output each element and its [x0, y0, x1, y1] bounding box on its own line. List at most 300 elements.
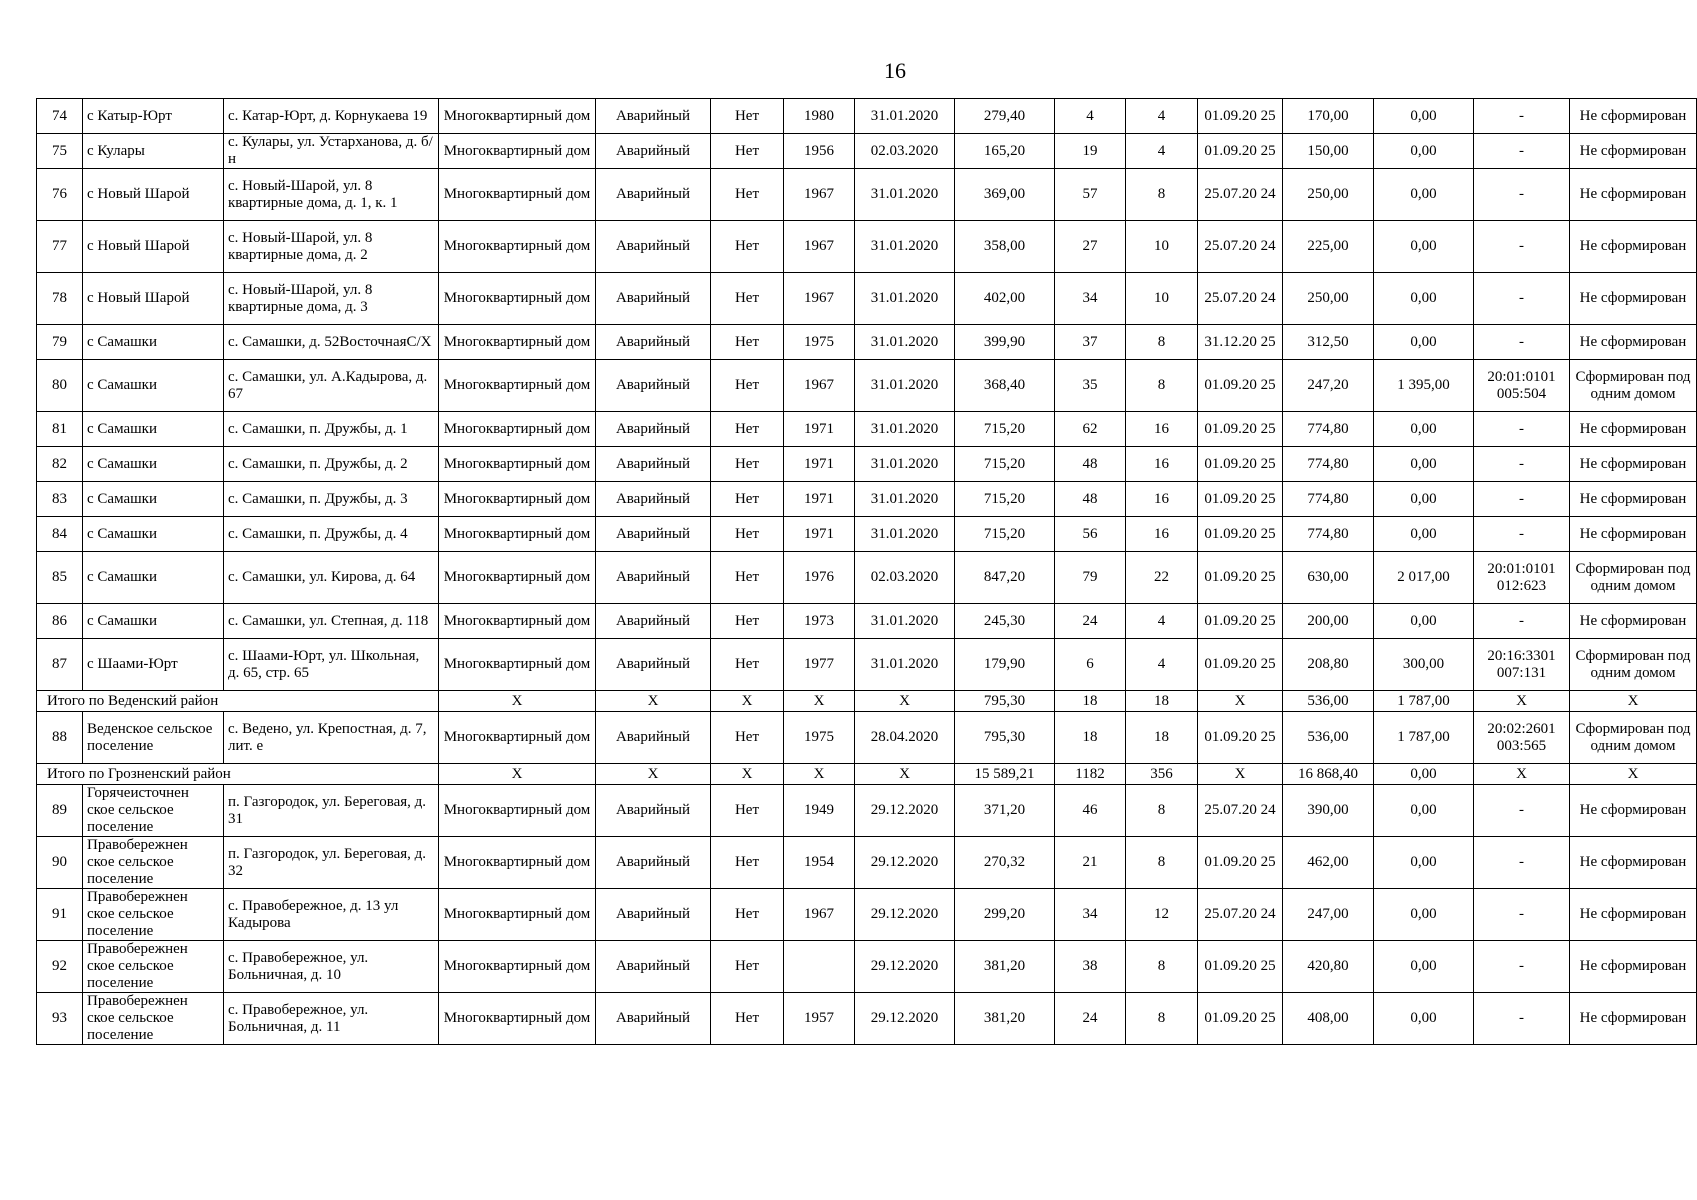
year-built-cell: 1967	[784, 889, 855, 941]
apartments-cell: 4	[1126, 99, 1198, 134]
table-row	[37, 99, 1697, 134]
row-number: 90	[37, 837, 83, 889]
address-cell: с. Правобережное, ул. Больничная, д. 10	[224, 941, 439, 993]
resettlement-area-cell: 462,00	[1283, 837, 1374, 889]
resettlement-area-cell: 170,00	[1283, 99, 1374, 134]
deadline-cell: 01.09.20 25	[1198, 712, 1283, 764]
year-built-cell: 1971	[784, 447, 855, 482]
table-row	[37, 639, 1697, 691]
settlement-cell: Правобережнен ское сельское поселение	[83, 837, 224, 889]
deadline-cell: 01.09.20 25	[1198, 993, 1283, 1045]
flag-cell: Нет	[711, 169, 784, 221]
apartments-cell: 10	[1126, 221, 1198, 273]
land-area-cell: 1 787,00	[1374, 691, 1474, 712]
row-number: 85	[37, 552, 83, 604]
building-type-cell: X	[439, 691, 596, 712]
recognition-date-cell: 29.12.2020	[855, 941, 955, 993]
building-type-cell: Многоквартирный дом	[439, 482, 596, 517]
building-type-cell: Многоквартирный дом	[439, 639, 596, 691]
flag-cell: Нет	[711, 447, 784, 482]
row-number: 77	[37, 221, 83, 273]
building-type-cell: Многоквартирный дом	[439, 552, 596, 604]
area-cell: 715,20	[955, 447, 1055, 482]
table-row	[37, 889, 1697, 941]
deadline-cell: 01.09.20 25	[1198, 360, 1283, 412]
apartments-cell: 4	[1126, 639, 1198, 691]
table-row	[37, 169, 1697, 221]
apartments-cell: 16	[1126, 482, 1198, 517]
year-built-cell: 1973	[784, 604, 855, 639]
cadastral-number-cell: -	[1474, 785, 1570, 837]
row-number: 78	[37, 273, 83, 325]
flag-cell: Нет	[711, 134, 784, 169]
resettlement-area-cell: 774,80	[1283, 447, 1374, 482]
address-cell: с. Правобережное, ул. Больничная, д. 11	[224, 993, 439, 1045]
recognition-date-cell: 31.01.2020	[855, 360, 955, 412]
land-area-cell: 0,00	[1374, 993, 1474, 1045]
address-cell: с. Новый-Шарой, ул. 8 квартирные дома, д. 2	[224, 221, 439, 273]
deadline-cell: 01.09.20 25	[1198, 517, 1283, 552]
cadastral-number-cell: -	[1474, 993, 1570, 1045]
residents-cell: 48	[1055, 482, 1126, 517]
residents-cell: 34	[1055, 273, 1126, 325]
year-built-cell: 1967	[784, 169, 855, 221]
deadline-cell: 25.07.20 24	[1198, 785, 1283, 837]
area-cell: 299,20	[955, 889, 1055, 941]
settlement-cell: с Катыр-Юрт	[83, 99, 224, 134]
residents-cell: 18	[1055, 712, 1126, 764]
table-row	[37, 221, 1697, 273]
recognition-date-cell: 31.01.2020	[855, 273, 955, 325]
resettlement-area-cell: 536,00	[1283, 712, 1374, 764]
building-type-cell: Многоквартирный дом	[439, 712, 596, 764]
condition-cell: Аварийный	[596, 134, 711, 169]
residents-cell: 27	[1055, 221, 1126, 273]
address-cell: с. Самашки, ул. Степная, д. 118	[224, 604, 439, 639]
flag-cell: Нет	[711, 99, 784, 134]
resettlement-area-cell: 536,00	[1283, 691, 1374, 712]
flag-cell: Нет	[711, 221, 784, 273]
settlement-cell: с Самашки	[83, 447, 224, 482]
flag-cell: Нет	[711, 889, 784, 941]
cadastral-number-cell: 20:02:2601 003:565	[1474, 712, 1570, 764]
residents-cell: 38	[1055, 941, 1126, 993]
building-type-cell: Многоквартирный дом	[439, 134, 596, 169]
cadastral-number-cell: -	[1474, 169, 1570, 221]
flag-cell: Нет	[711, 360, 784, 412]
recognition-date-cell: 29.12.2020	[855, 785, 955, 837]
land-status-cell: Сформирован под одним домом	[1570, 639, 1697, 691]
row-number: 89	[37, 785, 83, 837]
page-number: 16	[884, 58, 906, 83]
land-area-cell: 0,00	[1374, 273, 1474, 325]
address-cell: с. Правобережное, д. 13 ул Кадырова	[224, 889, 439, 941]
cadastral-number-cell: -	[1474, 482, 1570, 517]
land-area-cell: 0,00	[1374, 764, 1474, 785]
building-type-cell: Многоквартирный дом	[439, 941, 596, 993]
flag-cell: Нет	[711, 552, 784, 604]
land-status-cell: Не сформирован	[1570, 482, 1697, 517]
condition-cell: Аварийный	[596, 889, 711, 941]
year-built-cell: 1949	[784, 785, 855, 837]
flag-cell: Нет	[711, 325, 784, 360]
land-status-cell: Сформирован под одним домом	[1570, 360, 1697, 412]
row-number: 83	[37, 482, 83, 517]
land-area-cell: 0,00	[1374, 134, 1474, 169]
year-built-cell: 1971	[784, 517, 855, 552]
deadline-cell: 25.07.20 24	[1198, 169, 1283, 221]
deadline-cell: 01.09.20 25	[1198, 412, 1283, 447]
building-type-cell: Многоквартирный дом	[439, 889, 596, 941]
land-status-cell: Не сформирован	[1570, 134, 1697, 169]
cadastral-number-cell: -	[1474, 447, 1570, 482]
cadastral-number-cell: X	[1474, 764, 1570, 785]
cadastral-number-cell: -	[1474, 604, 1570, 639]
year-built-cell	[784, 941, 855, 993]
land-status-cell: Не сформирован	[1570, 273, 1697, 325]
year-built-cell: 1967	[784, 360, 855, 412]
apartments-cell: 8	[1126, 169, 1198, 221]
recognition-date-cell: 31.01.2020	[855, 412, 955, 447]
area-cell: 715,20	[955, 517, 1055, 552]
resettlement-area-cell: 390,00	[1283, 785, 1374, 837]
residents-cell: 46	[1055, 785, 1126, 837]
residents-cell: 56	[1055, 517, 1126, 552]
row-number: 88	[37, 712, 83, 764]
settlement-cell: с Шаами-Юрт	[83, 639, 224, 691]
recognition-date-cell: 31.01.2020	[855, 639, 955, 691]
building-type-cell: Многоквартирный дом	[439, 447, 596, 482]
recognition-date-cell: 31.01.2020	[855, 604, 955, 639]
flag-cell: Нет	[711, 993, 784, 1045]
area-cell: 399,90	[955, 325, 1055, 360]
land-area-cell: 1 395,00	[1374, 360, 1474, 412]
apartments-cell: 18	[1126, 712, 1198, 764]
land-area-cell: 0,00	[1374, 412, 1474, 447]
table-row	[37, 993, 1697, 1045]
row-number: 82	[37, 447, 83, 482]
flag-cell: Нет	[711, 639, 784, 691]
recognition-date-cell: 28.04.2020	[855, 712, 955, 764]
deadline-cell: 01.09.20 25	[1198, 639, 1283, 691]
recognition-date-cell: 31.01.2020	[855, 169, 955, 221]
row-number: 87	[37, 639, 83, 691]
year-built-cell: 1975	[784, 325, 855, 360]
land-area-cell: 0,00	[1374, 99, 1474, 134]
settlement-cell: с Новый Шарой	[83, 273, 224, 325]
land-status-cell: Не сформирован	[1570, 99, 1697, 134]
table-row	[37, 134, 1697, 169]
condition-cell: Аварийный	[596, 325, 711, 360]
apartments-cell: 4	[1126, 134, 1198, 169]
resettlement-area-cell: 250,00	[1283, 169, 1374, 221]
flag-cell: Нет	[711, 517, 784, 552]
condition-cell: Аварийный	[596, 712, 711, 764]
condition-cell: Аварийный	[596, 447, 711, 482]
resettlement-area-cell: 774,80	[1283, 412, 1374, 447]
year-built-cell: 1971	[784, 482, 855, 517]
table-row	[37, 325, 1697, 360]
subtotal-label: Итого по Веденский район	[37, 691, 439, 712]
address-cell: с. Самашки, ул. А.Кадырова, д. 67	[224, 360, 439, 412]
recognition-date-cell: 31.01.2020	[855, 99, 955, 134]
residents-cell: 34	[1055, 889, 1126, 941]
settlement-cell: с Новый Шарой	[83, 169, 224, 221]
apartments-cell: 8	[1126, 325, 1198, 360]
land-status-cell: X	[1570, 691, 1697, 712]
address-cell: п. Газгородок, ул. Береговая, д. 32	[224, 837, 439, 889]
condition-cell: Аварийный	[596, 517, 711, 552]
address-cell: с. Самашки, п. Дружбы, д. 1	[224, 412, 439, 447]
row-number: 81	[37, 412, 83, 447]
land-area-cell: 0,00	[1374, 604, 1474, 639]
flag-cell: Нет	[711, 837, 784, 889]
deadline-cell: 01.09.20 25	[1198, 941, 1283, 993]
year-built-cell: 1977	[784, 639, 855, 691]
resettlement-area-cell: 250,00	[1283, 273, 1374, 325]
apartments-cell: 22	[1126, 552, 1198, 604]
recognition-date-cell: X	[855, 691, 955, 712]
land-status-cell: Не сформирован	[1570, 993, 1697, 1045]
land-status-cell: Не сформирован	[1570, 604, 1697, 639]
land-area-cell: 0,00	[1374, 837, 1474, 889]
flag-cell: Нет	[711, 273, 784, 325]
condition-cell: Аварийный	[596, 552, 711, 604]
area-cell: 245,30	[955, 604, 1055, 639]
address-cell: с. Самашки, п. Дружбы, д. 4	[224, 517, 439, 552]
deadline-cell: 25.07.20 24	[1198, 273, 1283, 325]
resettlement-area-cell: 630,00	[1283, 552, 1374, 604]
cadastral-number-cell: -	[1474, 273, 1570, 325]
flag-cell: Нет	[711, 785, 784, 837]
deadline-cell: 25.07.20 24	[1198, 889, 1283, 941]
row-number: 92	[37, 941, 83, 993]
building-type-cell: Многоквартирный дом	[439, 604, 596, 639]
settlement-cell: с Самашки	[83, 604, 224, 639]
area-cell: 165,20	[955, 134, 1055, 169]
row-number: 86	[37, 604, 83, 639]
area-cell: 368,40	[955, 360, 1055, 412]
resettlement-area-cell: 225,00	[1283, 221, 1374, 273]
apartments-cell: 8	[1126, 993, 1198, 1045]
building-type-cell: Многоквартирный дом	[439, 221, 596, 273]
settlement-cell: с Самашки	[83, 517, 224, 552]
flag-cell: Нет	[711, 941, 784, 993]
recognition-date-cell: 29.12.2020	[855, 993, 955, 1045]
settlement-cell: Правобережнен ское сельское поселение	[83, 889, 224, 941]
land-status-cell: Не сформирован	[1570, 221, 1697, 273]
residents-cell: 37	[1055, 325, 1126, 360]
building-type-cell: Многоквартирный дом	[439, 785, 596, 837]
row-number: 79	[37, 325, 83, 360]
settlement-cell: с Новый Шарой	[83, 221, 224, 273]
recognition-date-cell: 02.03.2020	[855, 552, 955, 604]
deadline-cell: 25.07.20 24	[1198, 221, 1283, 273]
area-cell: 381,20	[955, 993, 1055, 1045]
row-number: 93	[37, 993, 83, 1045]
apartments-cell: 8	[1126, 837, 1198, 889]
cadastral-number-cell: -	[1474, 412, 1570, 447]
area-cell: 371,20	[955, 785, 1055, 837]
recognition-date-cell: 02.03.2020	[855, 134, 955, 169]
table-row	[37, 604, 1697, 639]
building-type-cell: Многоквартирный дом	[439, 360, 596, 412]
land-status-cell: Не сформирован	[1570, 325, 1697, 360]
settlement-cell: с Кулары	[83, 134, 224, 169]
condition-cell: Аварийный	[596, 99, 711, 134]
table-row	[37, 273, 1697, 325]
row-number: 80	[37, 360, 83, 412]
cadastral-number-cell: X	[1474, 691, 1570, 712]
resettlement-area-cell: 247,00	[1283, 889, 1374, 941]
land-status-cell: Не сформирован	[1570, 412, 1697, 447]
recognition-date-cell: 31.01.2020	[855, 482, 955, 517]
address-cell: с. Ведено, ул. Крепостная, д. 7, лит. е	[224, 712, 439, 764]
condition-cell: X	[596, 691, 711, 712]
settlement-cell: с Самашки	[83, 482, 224, 517]
flag-cell: Нет	[711, 482, 784, 517]
area-cell: 270,32	[955, 837, 1055, 889]
apartments-cell: 16	[1126, 447, 1198, 482]
apartments-cell: 8	[1126, 941, 1198, 993]
land-status-cell: Не сформирован	[1570, 941, 1697, 993]
building-type-cell: Многоквартирный дом	[439, 412, 596, 447]
residents-cell: 35	[1055, 360, 1126, 412]
cadastral-number-cell: -	[1474, 517, 1570, 552]
building-type-cell: X	[439, 764, 596, 785]
deadline-cell: 31.12.20 25	[1198, 325, 1283, 360]
land-area-cell: 0,00	[1374, 941, 1474, 993]
subtotal-row	[37, 764, 1697, 785]
condition-cell: Аварийный	[596, 273, 711, 325]
land-area-cell: 0,00	[1374, 482, 1474, 517]
area-cell: 795,30	[955, 691, 1055, 712]
settlement-cell: с Самашки	[83, 360, 224, 412]
address-cell: с. Кулары, ул. Устарханова, д. б/н	[224, 134, 439, 169]
area-cell: 715,20	[955, 482, 1055, 517]
condition-cell: Аварийный	[596, 412, 711, 447]
area-cell: 179,90	[955, 639, 1055, 691]
address-cell: с. Самашки, ул. Кирова, д. 64	[224, 552, 439, 604]
resettlement-area-cell: 208,80	[1283, 639, 1374, 691]
resettlement-area-cell: 247,20	[1283, 360, 1374, 412]
land-area-cell: 0,00	[1374, 447, 1474, 482]
condition-cell: Аварийный	[596, 639, 711, 691]
residents-cell: 4	[1055, 99, 1126, 134]
flag-cell: X	[711, 764, 784, 785]
resettlement-area-cell: 150,00	[1283, 134, 1374, 169]
table-body	[37, 99, 1697, 1045]
recognition-date-cell: 31.01.2020	[855, 221, 955, 273]
land-status-cell: Не сформирован	[1570, 447, 1697, 482]
building-type-cell: Многоквартирный дом	[439, 993, 596, 1045]
condition-cell: Аварийный	[596, 482, 711, 517]
area-cell: 381,20	[955, 941, 1055, 993]
land-area-cell: 0,00	[1374, 889, 1474, 941]
cadastral-number-cell: -	[1474, 325, 1570, 360]
cadastral-number-cell: -	[1474, 221, 1570, 273]
condition-cell: Аварийный	[596, 785, 711, 837]
condition-cell: Аварийный	[596, 604, 711, 639]
cadastral-number-cell: -	[1474, 889, 1570, 941]
residents-cell: 57	[1055, 169, 1126, 221]
cadastral-number-cell: -	[1474, 837, 1570, 889]
row-number: 74	[37, 99, 83, 134]
year-built-cell: 1956	[784, 134, 855, 169]
condition-cell: Аварийный	[596, 169, 711, 221]
apartments-cell: 10	[1126, 273, 1198, 325]
area-cell: 715,20	[955, 412, 1055, 447]
resettlement-area-cell: 312,50	[1283, 325, 1374, 360]
settlement-cell: с Самашки	[83, 552, 224, 604]
settlement-cell: Веденское сельское поселение	[83, 712, 224, 764]
settlement-cell: с Самашки	[83, 412, 224, 447]
area-cell: 358,00	[955, 221, 1055, 273]
residents-cell: 21	[1055, 837, 1126, 889]
residents-cell: 18	[1055, 691, 1126, 712]
year-built-cell: 1967	[784, 221, 855, 273]
land-status-cell: Не сформирован	[1570, 169, 1697, 221]
area-cell: 15 589,21	[955, 764, 1055, 785]
table-row	[37, 785, 1697, 837]
land-area-cell: 0,00	[1374, 325, 1474, 360]
deadline-cell: 01.09.20 25	[1198, 482, 1283, 517]
deadline-cell: X	[1198, 691, 1283, 712]
address-cell: с. Самашки, п. Дружбы, д. 2	[224, 447, 439, 482]
subtotal-label: Итого по Грозненский район	[37, 764, 439, 785]
cadastral-number-cell: -	[1474, 99, 1570, 134]
resettlement-area-cell: 408,00	[1283, 993, 1374, 1045]
apartments-cell: 8	[1126, 360, 1198, 412]
land-status-cell: Сформирован под одним домом	[1570, 712, 1697, 764]
condition-cell: Аварийный	[596, 993, 711, 1045]
year-built-cell: 1954	[784, 837, 855, 889]
residents-cell: 1182	[1055, 764, 1126, 785]
cadastral-number-cell: -	[1474, 134, 1570, 169]
deadline-cell: 01.09.20 25	[1198, 134, 1283, 169]
resettlement-area-cell: 420,80	[1283, 941, 1374, 993]
year-built-cell: X	[784, 764, 855, 785]
building-type-cell: Многоквартирный дом	[439, 99, 596, 134]
land-area-cell: 1 787,00	[1374, 712, 1474, 764]
table-row	[37, 712, 1697, 764]
area-cell: 795,30	[955, 712, 1055, 764]
row-number: 84	[37, 517, 83, 552]
deadline-cell: 01.09.20 25	[1198, 99, 1283, 134]
settlement-cell: Правобережнен ское сельское поселение	[83, 993, 224, 1045]
row-number: 75	[37, 134, 83, 169]
land-status-cell: Не сформирован	[1570, 837, 1697, 889]
settlement-cell: Горячеисточнен ское сельское поселение	[83, 785, 224, 837]
land-status-cell: Не сформирован	[1570, 517, 1697, 552]
building-type-cell: Многоквартирный дом	[439, 837, 596, 889]
address-cell: с. Новый-Шарой, ул. 8 квартирные дома, д. 3	[224, 273, 439, 325]
deadline-cell: X	[1198, 764, 1283, 785]
table-row	[37, 360, 1697, 412]
recognition-date-cell: 29.12.2020	[855, 889, 955, 941]
cadastral-number-cell: 20:16:3301 007:131	[1474, 639, 1570, 691]
year-built-cell: 1980	[784, 99, 855, 134]
land-status-cell: X	[1570, 764, 1697, 785]
deadline-cell: 01.09.20 25	[1198, 447, 1283, 482]
apartments-cell: 18	[1126, 691, 1198, 712]
area-cell: 369,00	[955, 169, 1055, 221]
residents-cell: 62	[1055, 412, 1126, 447]
land-area-cell: 0,00	[1374, 221, 1474, 273]
address-cell: с. Катар-Юрт, д. Корнукаева 19	[224, 99, 439, 134]
table-row	[37, 412, 1697, 447]
residents-cell: 19	[1055, 134, 1126, 169]
